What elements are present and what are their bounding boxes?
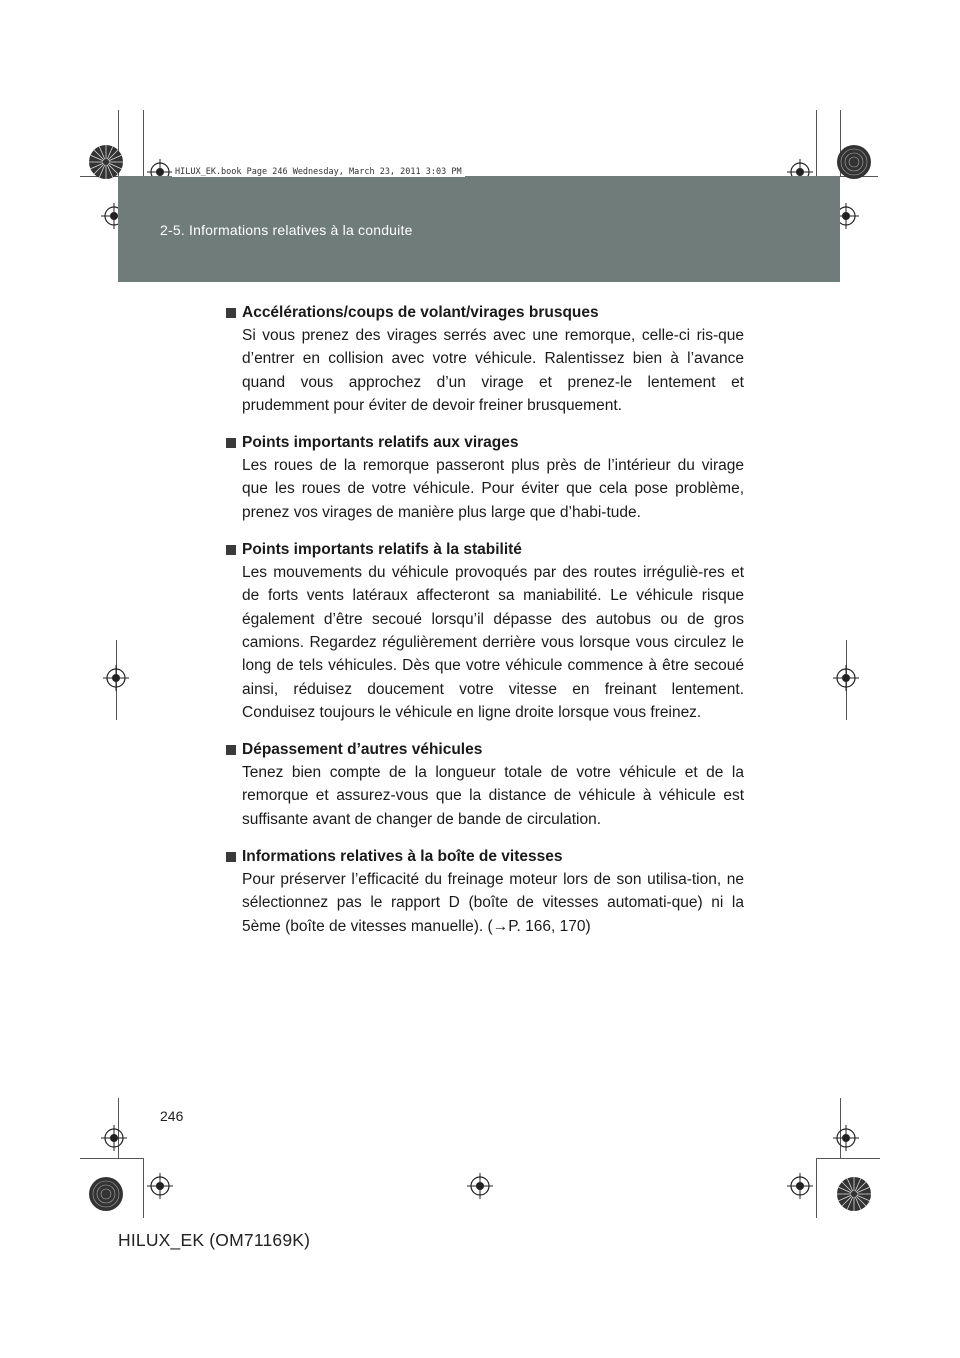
document-code: HILUX_EK (OM71169K)	[118, 1230, 311, 1250]
section-turning	[226, 432, 744, 524]
color-wheel-icon	[88, 1176, 124, 1212]
section-heading-text: Dépassement d’autres véhicules	[242, 741, 483, 759]
crop-line	[80, 1158, 144, 1159]
section-body: Tenez bien compte de la longueur totale de votre véhicule et de la remorque et assurez-vous que la distance de véhicule à véhicule est suffisante avant de changer de bande de circulation.	[242, 764, 744, 828]
section-heading	[226, 302, 744, 324]
content-area	[226, 302, 744, 953]
section-transmission	[226, 846, 744, 938]
section-stability	[226, 539, 744, 724]
registration-mark-icon	[101, 1125, 127, 1151]
section-body: Les mouvements du véhicule provoqués par des routes irréguliè-res et de forts vents latéraux affecteront sa maniabilité. Le véhicule risque également d’être secoué lorsqu’il dépasse des autobus ou de gros camions. Regardez régulièrement derrière vous lorsque vous circulez le long de tels véhicules. Dès que votre véhicule commence à être secoué ainsi, réduisez doucement votre vitesse en freinant lentement. Conduisez toujours le véhicule en ligne droite lorsque vous freinez.	[242, 564, 744, 721]
section-sudden-maneuvers	[226, 302, 744, 417]
color-wheel-icon	[88, 144, 124, 180]
registration-mark-icon	[833, 1125, 859, 1151]
crop-line	[816, 1158, 817, 1218]
section-body: Les roues de la remorque passeront plus près de l’intérieur du virage que les roues de votre véhicule. Pour éviter que cela pose problème, prenez vos virages de manière plus large que d’habi-tude.	[242, 457, 744, 521]
color-wheel-icon	[836, 1176, 872, 1212]
section-heading	[226, 739, 744, 761]
square-bullet-icon	[226, 545, 236, 555]
crop-line	[143, 1158, 144, 1218]
registration-mark-icon	[147, 1173, 173, 1199]
crop-line	[816, 1158, 880, 1159]
square-bullet-icon	[226, 745, 236, 755]
section-heading-text: Points importants relatifs à la stabilité	[242, 541, 522, 559]
section-heading	[226, 846, 744, 868]
section-body: Si vous prenez des virages serrés avec une remorque, celle-ci ris-que d’entrer en collision avec votre véhicule. Ralentissez bien à l’avance quand vous approchez d’un virage et prenez-le lentement et prudemment pour éviter de devoir freiner brusquement.	[242, 327, 744, 414]
registration-mark-icon	[103, 665, 129, 691]
square-bullet-icon	[226, 308, 236, 318]
section-heading-text: Accélérations/coups de volant/virages brusques	[242, 304, 599, 321]
section-heading	[226, 432, 744, 454]
registration-mark-icon	[787, 1173, 813, 1199]
section-heading-text: Points importants relatifs aux virages	[242, 434, 519, 452]
print-stamp: HILUX_EK.book Page 246 Wednesday, March 23, 2011 3:03 PM	[172, 167, 465, 177]
registration-mark-icon	[833, 665, 859, 691]
section-title: 2-5. Informations relatives à la conduite	[160, 222, 413, 238]
section-body: Pour préserver l’efficacité du freinage moteur lors de son utilisa-tion, ne sélectionnez pas le rapport D (boîte de vitesses automati-que) ni la 5ème (boîte de vitesses manuelle). (→P. 166, 170)	[242, 871, 744, 935]
square-bullet-icon	[226, 852, 236, 862]
page-number: 246	[160, 1108, 184, 1124]
color-wheel-icon	[836, 144, 872, 180]
section-heading	[226, 539, 744, 561]
square-bullet-icon	[226, 438, 236, 448]
section-passing	[226, 739, 744, 831]
registration-mark-icon	[467, 1173, 493, 1199]
section-heading-text: Informations relatives à la boîte de vitesses	[242, 848, 563, 866]
